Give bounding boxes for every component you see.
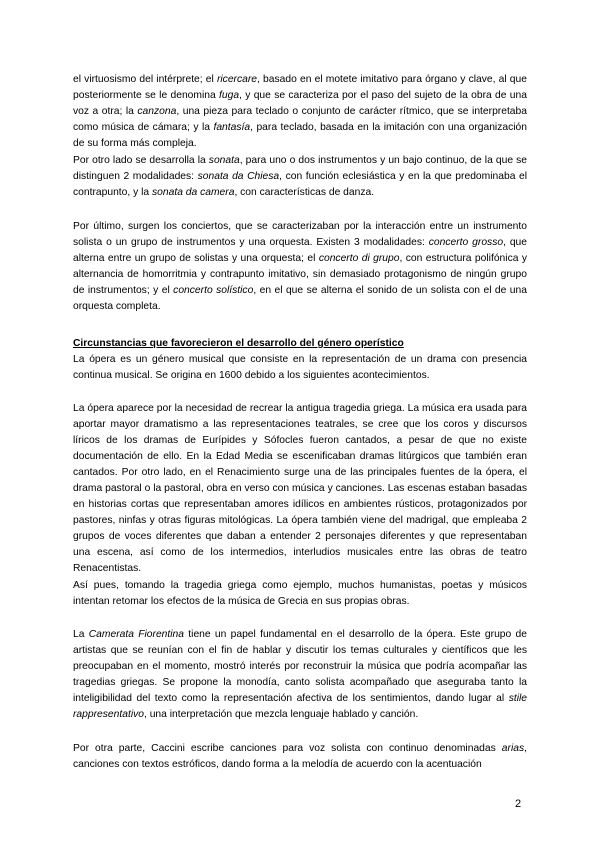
text-run: , que alterna entre un grupo de solistas y una orquesta; el <box>73 237 528 264</box>
text-run: , con características de danza. <box>234 187 375 198</box>
paragraph-humanists <box>73 578 527 610</box>
text-run: , canciones con textos estróficos, dando forma a la melodía de acuerdo con la acentuación <box>73 743 527 770</box>
text-run: , con función eclesiástica y en la que predominaba el contrapunto, y la <box>73 171 527 198</box>
italic-term: arias <box>501 743 525 754</box>
text-run: , una interpretación que mezcla lenguaje hablado y canción. <box>143 709 419 720</box>
text-run: Por último, surgen los conciertos, que se caracterizaban por la interacción entre un instrumento solista o un grupo de instrumentos y una orquesta. Existen 3 modalidades: <box>73 221 527 248</box>
text-run: , y que se caracteriza por el paso del sujeto de la obra de una voz a otra; la <box>73 90 527 117</box>
text-run: Por otra parte, Caccini escribe canciones para voz solista con continuo denominadas <box>73 743 502 754</box>
page-number: 2 <box>515 798 522 810</box>
italic-term: stile rappresentativo <box>73 693 527 720</box>
italic-term: sonata <box>208 155 240 166</box>
text-run: Por otro lado se desarrolla la <box>73 155 209 166</box>
text-run: La <box>73 629 89 640</box>
text-run: el virtuosismo del intérprete; el <box>73 74 217 85</box>
italic-term: ricercare <box>216 74 258 85</box>
text-run: , una pieza para teclado o conjunto de carácter rítmico, que se interpretaba como música de cámara; y la <box>73 106 527 133</box>
paragraph-sonata <box>73 153 527 201</box>
italic-term: fuga <box>219 90 240 101</box>
paragraph-instrumental-forms <box>73 72 527 152</box>
paragraph-concerts <box>73 219 527 315</box>
text-run: La ópera es un género musical que consiste en la representación de un drama con presencia continua musical. Se origina en 1600 debido a los siguientes acontecimientos. <box>73 354 527 381</box>
italic-term: fantasía <box>213 122 251 133</box>
text-run: , con estructura polifónica y alternancia de homorritmia y contrapunto imitativo, sin demasiado protagonismo de ningún grupo de instrumentos; y el <box>73 253 527 296</box>
italic-term: sonata da camera <box>152 187 235 198</box>
text-run: La ópera aparece por la necesidad de recrear la antigua tragedia griega. La música era usada para aportar mayor dramatismo a las representaciones teatrales, se cree que los coros y discursos líricos de los dramas de Eurípides y Sófocles fueron cantados, a pesar de que no existe documentación de ello. En la Edad Media se escenificaban dramas litúrgicos que también eran cantados. Por otro lado, en el Renacimiento surge una de las principales fuentes de la ópera, el drama pastoral o la pastoral, obra en verso con música y canciones. Las escenas estaban basadas en historias cortas que representaban amores idílicos en ambientes rústicos, protagonizados por pastores, ninfas y otras figuras mitológicas. La ópera también viene del madrigal, que empleaba 2 grupos de voces diferentes que daban a entender 2 personajes diferentes y que representaban una escena, así como de los intermedios, interludios musicales entre las obras de teatro Renacentistas. <box>73 403 527 574</box>
text-run: , basado en el motete imitativo para órgano y clave, al que posteriormente se le denomina <box>73 74 527 101</box>
italic-term: concerto grosso <box>428 237 504 248</box>
italic-term: concerto solístico <box>173 285 254 296</box>
text-run: , en el que se alterna el sonido de un solista con el de una orquesta completa. <box>73 285 527 312</box>
paragraph-caccini <box>73 741 527 773</box>
italic-term: Camerata Fiorentina <box>88 629 185 640</box>
italic-term: sonata da Chiesa <box>197 171 280 182</box>
text-run: Así pues, tomando la tragedia griega como ejemplo, muchos humanistas, poetas y músicos intentan retomar los efectos de la música de Grecia en sus propias obras. <box>73 580 527 607</box>
italic-term: canzona <box>137 106 177 117</box>
text-run: , para uno o dos instrumentos y un bajo continuo, de la que se distinguen 2 modalidades: <box>73 155 527 182</box>
paragraph-opera-definition <box>73 352 527 384</box>
paragraph-camerata <box>73 627 527 723</box>
text-run: , para teclado, basada en la imitación con una organización de su forma más compleja. <box>73 122 527 149</box>
italic-term: concerto di grupo <box>318 253 400 264</box>
section-heading-opera: Circunstancias que favorecieron el desarrollo del género operístico <box>73 338 404 349</box>
text-run: tiene un papel fundamental en el desarrollo de la ópera. Este grupo de artistas que se reunían con el fin de hablar y discutir los temas culturales y científicos que les preocupaban en el momento, mostró interés por reconstruir la música que podría acompañar las tragedias griegas. Se propone la monodía, canto solista acompañado que aseguraba tanto la inteligibilidad del texto como la representación afectiva de los sentimientos, dando lugar al <box>73 629 527 704</box>
paragraph-opera-origins <box>73 401 527 577</box>
